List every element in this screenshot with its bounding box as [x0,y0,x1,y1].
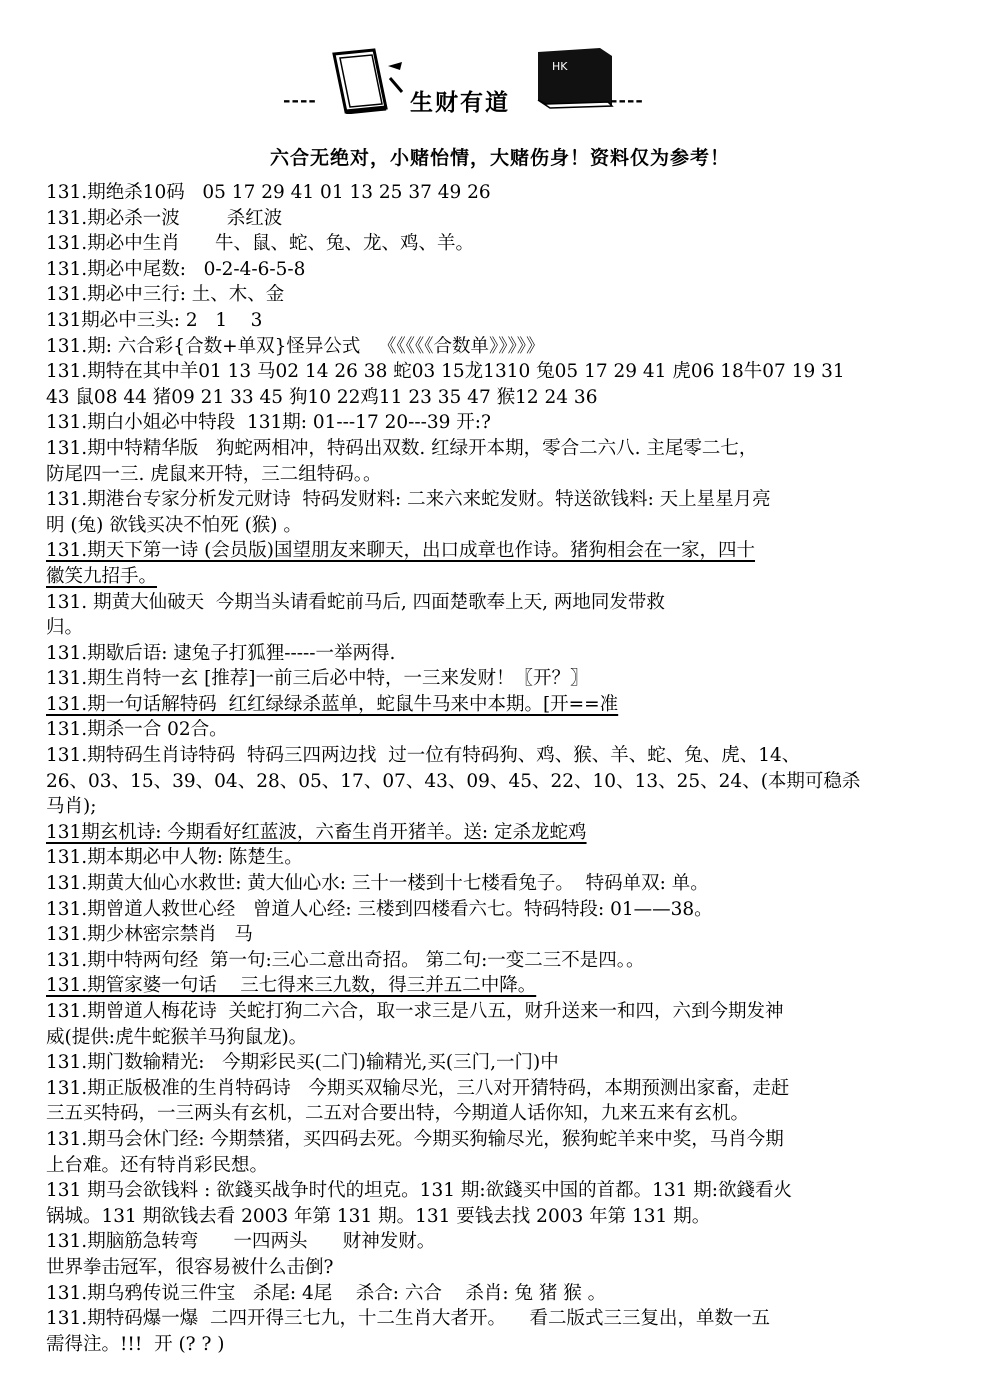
prediction-line: 131.期生肖特一玄 [推荐]一前三后必中特，一三来发财！〖开？〗 [46,668,589,690]
prediction-line: 131.期曾道人救世心经 曾道人心经: 三楼到四楼看六七。特码特段: 01——38。 [46,898,713,920]
prediction-line: 131. 期黄大仙破天 今期当头请看蛇前马后, 四面楚歌奉上天, 两地同发带救 [46,591,665,613]
prediction-line: 131.期歇后语: 逮兔子打狐狸-----一举两得. [46,642,396,664]
prediction-line: 131.期马会休门经: 今期禁猪，买四码去死。今期买狗输尽光，猴狗蛇羊来中奖，马肖今期 [46,1128,784,1150]
prediction-line-underlined: 131.期一句话解特码 红红绿绿杀蓝单，蛇鼠牛马来中本期。[开==准 [46,693,619,715]
closed-book-icon [534,46,616,110]
prediction-line: 131.期特在其中羊01 13 马02 14 26 38 蛇03 15龙1310 兔05 17 29 41 虎06 18牛07 19 31 [46,361,845,383]
prediction-line: 需得注。!!! 开 (? ? ) [46,1333,225,1355]
prediction-line: 防尾四一三. 虎鼠来开特，三二组特码。。 [46,463,382,485]
prediction-line: 明 (兔) 欲钱买决不怕死 (猴) 。 [46,514,302,536]
prediction-line: 131.期特码爆一爆 二四开得三七九，十二生肖大者开。 看二版式三三复出，单数一五 [46,1308,770,1330]
prediction-line: 锅城。131 期欲钱去看 2003 年第 131 期。131 要钱去找 2003 年第 131 期。 [46,1205,711,1227]
prediction-line: 威(提供:虎牛蛇猴羊马狗鼠龙)。 [46,1026,308,1048]
prediction-line: 131.期正版极准的生肖特码诗 今期买双输尽光，三八对开猜特码，本期预测出家畜，走赶 [46,1077,790,1099]
prediction-line: 131.期本期必中人物: 陈楚生。 [46,847,303,869]
prediction-line: 131.期必中尾数: 0-2-4-6-5-8 [46,258,306,280]
prediction-line: 三五买特码，一三两头有玄机，二五对合要出特，今期道人话你知，九来五来有玄机。 [46,1103,750,1125]
prediction-line: 131.期港台专家分析发元财诗 特码发财料: 二来六来蛇发财。特送欲钱料: 天上星星月亮 [46,489,771,511]
prediction-line: 131.期必杀一波 杀红波 [46,207,283,229]
prediction-line-underlined: 131期玄机诗: 今期看好红蓝波，六畜生肖开猪羊。送: 定杀龙蛇鸡 [46,821,587,843]
predictions-list [46,180,946,1357]
prediction-line: 131.期门数输精光: 今期彩民买(二门)输精光,买(三门,一门)中 [46,1052,559,1074]
book-label: HK [552,60,568,73]
prediction-line: 131 期马会欲钱料 : 欲錢买战争时代的坦克。131 期:欲錢买中国的首都。131 期:欲錢看火 [46,1180,793,1202]
prediction-line: 归。 [46,617,84,639]
prediction-line: 131.期乌鸦传说三件宝 杀尾: 4尾 杀合: 六合 杀肖: 兔 猪 猴 。 [46,1282,607,1304]
prediction-line: 131.期杀一合 02合。 [46,719,228,741]
prediction-line: 131.期黄大仙心水救世: 黄大仙心水: 三十一楼到十七楼看兔子。 特码单双: 单。 [46,873,709,895]
header-dash-left: ---- [283,90,317,111]
prediction-line: 上台难。还有特肖彩民想。 [46,1154,269,1176]
prediction-line: 131.期特码生肖诗特码 特码三四两边找 过一位有特码狗、鸡、猴、羊、蛇、兔、虎、14、 [46,745,801,767]
prediction-line: 131.期白小姐必中特段 131期: 01---17 20---39 开:? [46,412,491,434]
prediction-line: 131.期中特精华版 狗蛇两相冲，特码出双数. 红绿开本期，零合二六八. 主尾零二七， [46,437,758,459]
open-book-icon [328,48,408,114]
prediction-line: 131.期必中生肖 牛、鼠、蛇、兔、龙、鸡、羊。 [46,233,474,255]
disclaimer-subtitle: 六合无绝对，小赌怡情，大赌伤身！资料仅为参考！ [269,147,730,169]
prediction-line-underlined: 徽笑九招手。 [46,565,158,587]
prediction-line-underlined: 131.期管家婆一句话 三七得来三九数，得三并五二中降。 [46,975,537,997]
prediction-line: 131.期: 六合彩{合数+单双}怪异公式 《《《《《合数单》》》》》 [46,335,545,357]
prediction-line-underlined: 131.期天下第一诗 (会员版)国望朋友来聊天，出口成章也作诗。猪狗相会在一家，四十 [46,540,756,562]
prediction-line: 26、03、15、39、04、28、05、17、07、43、09、45、22、10、13、25、24、(本期可稳杀 [46,770,861,792]
prediction-line: 131.期绝杀10码 05 17 29 41 01 13 25 37 49 26 [46,182,491,203]
prediction-line: 马肖); [46,796,97,818]
prediction-line: 131期必中三头: 2 1 3 [46,309,263,331]
prediction-line: 世界拳击冠军，很容易被什么击倒? [46,1256,334,1278]
prediction-line: 131.期脑筋急转弯 一四两头 财神发财。 [46,1231,436,1253]
page-header [0,0,1000,169]
header-dash-right: ---- [610,90,644,111]
prediction-line: 131.期曾道人梅花诗 关蛇打狗二六合，取一求三是八五，财升送来一和四，六到今期发神 [46,1001,784,1022]
prediction-line: 43 鼠08 44 猪09 21 33 45 狗10 22鸡11 23 35 47 猴12 24 36 [46,386,598,408]
page-title: 生财有道 [410,89,510,116]
prediction-line: 131.期中特两句经 第一句:三心二意出奇招。 第二句:一变二三不是四。。 [46,949,645,971]
prediction-line: 131.期少林密宗禁肖 马 [46,924,253,946]
prediction-line: 131.期必中三行: 土、木、金 [46,284,285,306]
